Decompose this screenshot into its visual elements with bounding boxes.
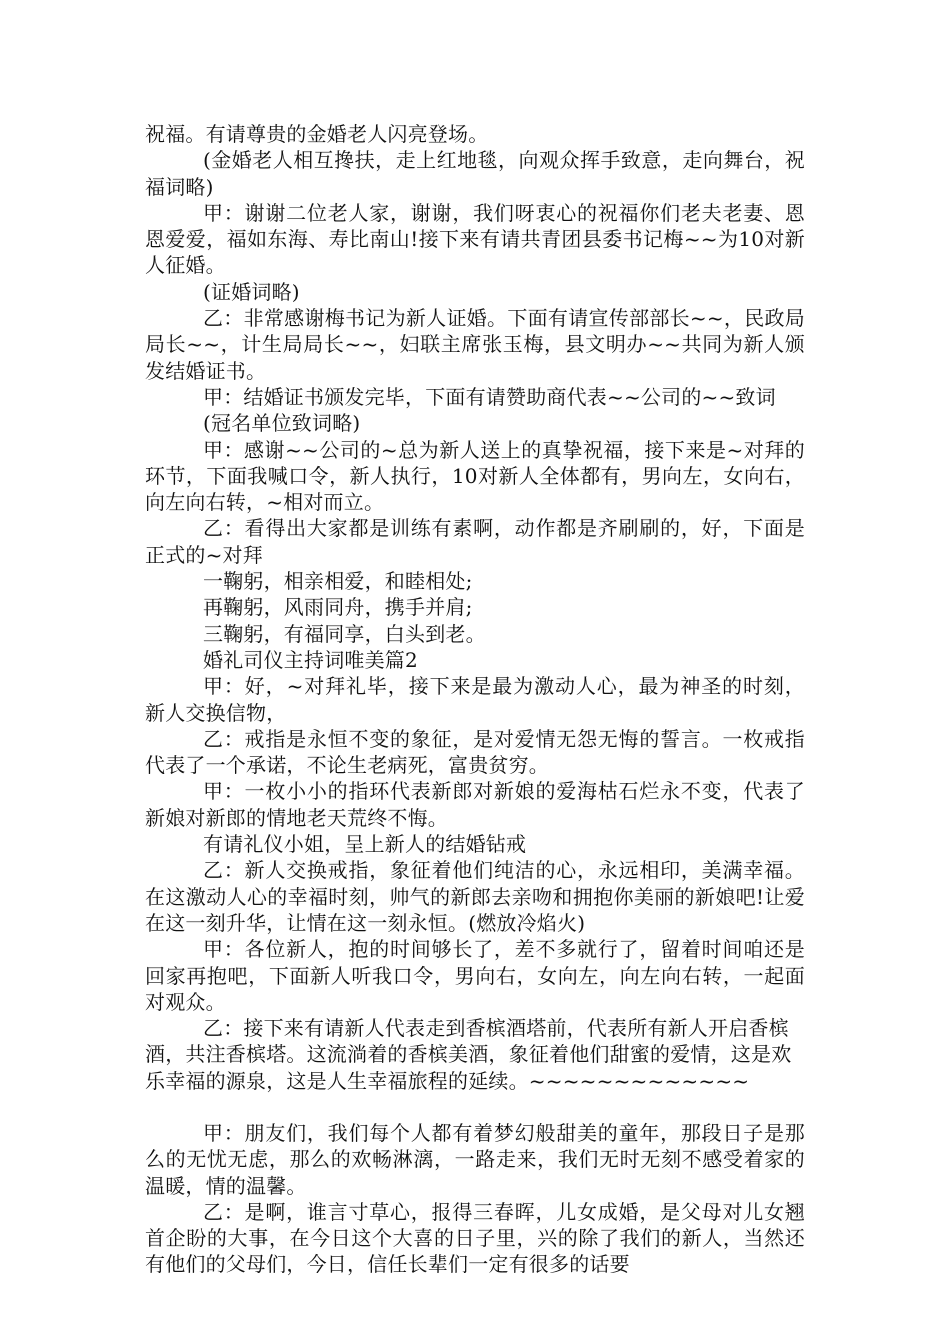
paragraph: 祝福。有请尊贵的金婚老人闪亮登场。	[145, 122, 489, 146]
paragraph: (证婚词略)	[203, 279, 300, 304]
paragraph: (金婚老人相互搀扶，走上红地毯，向观众挥手致意，走向舞台，祝福词略)	[145, 148, 805, 199]
paragraph: 三鞠躬，有福同享，白头到老。	[203, 621, 486, 646]
paragraph: 乙：非常感谢梅书记为新人证婚。下面有请宣传部部长~~，民政局局长~~，计生局局长~~，妇联主席张玉梅，县文明办~~共同为新人颁发结婚证书。	[145, 306, 805, 383]
paragraph: 乙：新人交换戒指，象征着他们纯洁的心，永远相印，美满幸福。在这激动人心的幸福时刻，帅气的新郎去亲吻和拥抱你美丽的新娘吧!让爱在这一刻升华，让情在这一刻永恒。(燃放冷焰火)	[145, 858, 805, 935]
paragraph: 甲：各位新人，抱的时间够长了，差不多就行了，留着时间咱还是回家再抱吧，下面新人听我口令，男向右，女向左，向左向右转，一起面对观众。	[145, 937, 805, 1014]
paragraph: 甲：结婚证书颁发完毕，下面有请赞助商代表~~公司的~~致词	[203, 384, 776, 409]
section-heading: 婚礼司仪主持词唯美篇2	[203, 647, 418, 672]
paragraph: 甲：感谢~~公司的~总为新人送上的真挚祝福，接下来是~对拜的环节，下面我喊口令，新人执行，10对新人全体都有，男向左，女向右，向左向右转，~相对而立。	[145, 437, 805, 515]
paragraph: 乙：接下来有请新人代表走到香槟酒塔前，代表所有新人开启香槟酒，共注香槟塔。这流淌着的香槟美酒，象征着他们甜蜜的爱情，这是欢乐幸福的源泉，这是人生幸福旅程的延续。~~~~~~~~~~~~~	[145, 1016, 792, 1093]
paragraph: 甲：谢谢二位老人家，谢谢，我们呀衷心的祝福你们老夫老妻、恩恩爱爱，福如东海、寿比南山!接下来有请共青团县委书记梅~~为10对新人征婚。	[145, 200, 805, 278]
document-page	[145, 121, 805, 1278]
paragraph: 乙：戒指是永恒不变的象征，是对爱情无怨无悔的誓言。一枚戒指代表了一个承诺，不论生老病死，富贵贫穷。	[145, 726, 805, 778]
paragraph: (冠名单位致词略)	[203, 411, 361, 436]
blank-line	[145, 1094, 805, 1120]
paragraph: 再鞠躬，风雨同舟，携手并肩;	[203, 595, 473, 620]
paragraph: 有请礼仪小姐，呈上新人的结婚钻戒	[203, 832, 527, 857]
paragraph: 甲：好，~对拜礼毕，接下来是最为激动人心，最为神圣的时刻，新人交换信物，	[145, 674, 805, 725]
paragraph: 一鞠躬，相亲相爱，和睦相处;	[203, 569, 473, 594]
paragraph: 乙：看得出大家都是训练有素啊，动作都是齐刷刷的，好，下面是正式的~对拜	[145, 516, 805, 567]
paragraph: 甲：朋友们，我们每个人都有着梦幻般甜美的童年，那段日子是那么的无忧无虑，那么的欢畅淋漓，一路走来，我们无时无刻不感受着家的温暖，情的温馨。	[145, 1120, 805, 1198]
paragraph: 甲：一枚小小的指环代表新郎对新娘的爱海枯石烂永不变，代表了新娘对新郎的情地老天荒终不悔。	[145, 779, 805, 830]
paragraph: 乙：是啊，谁言寸草心，报得三春晖，儿女成婚，是父母对儿女翘首企盼的大事，在今日这个大喜的日子里，兴的除了我们的新人，当然还有他们的父母们，今日，信任长辈们一定有很多的话要	[145, 1199, 805, 1277]
